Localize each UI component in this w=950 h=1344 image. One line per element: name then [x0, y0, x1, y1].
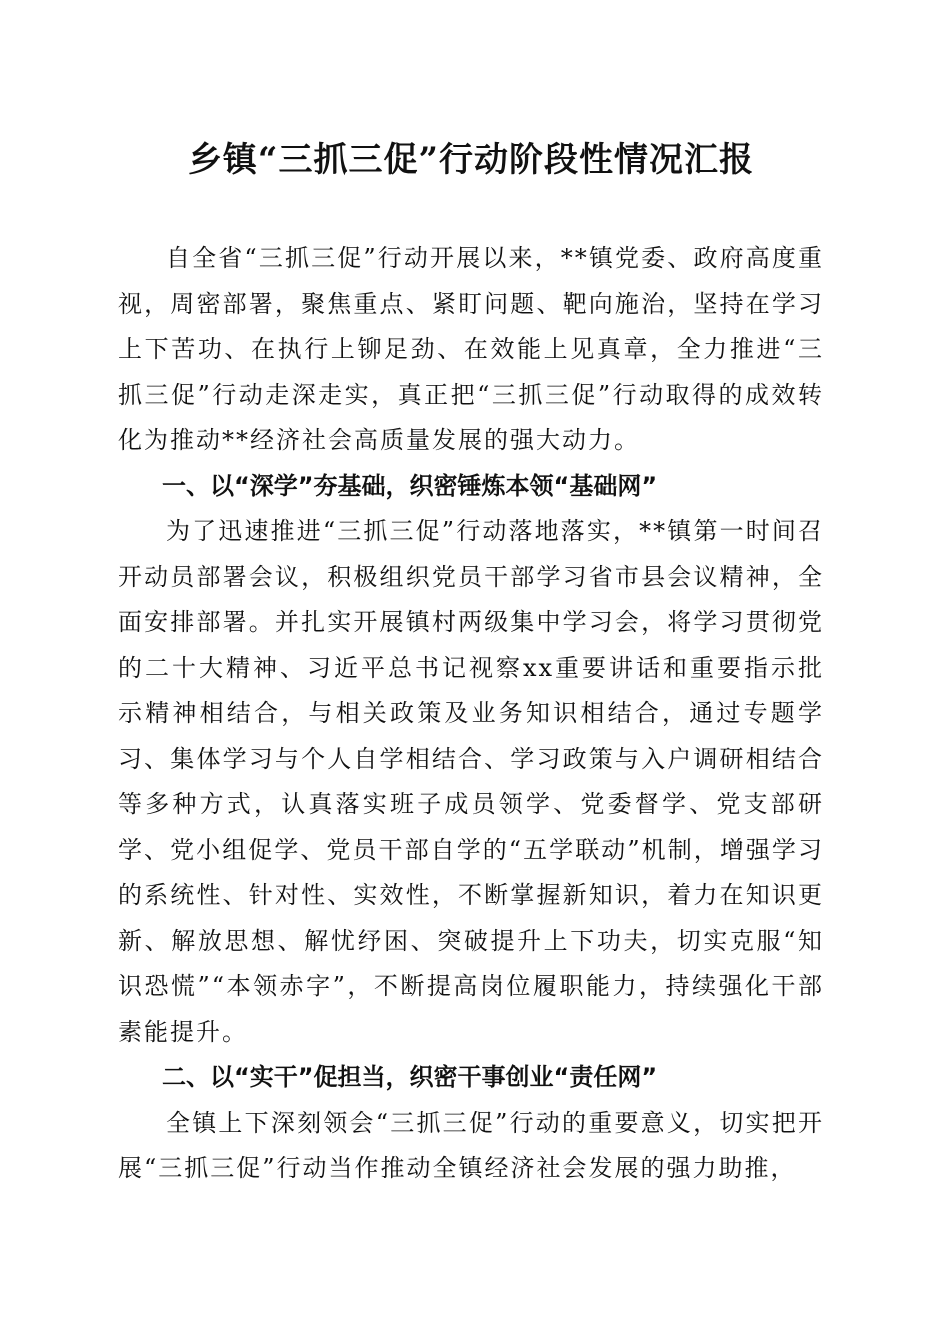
section-2-paragraph: 全镇上下深刻领会“三抓三促”行动的重要意义，切实把开展“三抓三促”行动当作推动全镇经济社会发展的强力助推， [118, 1108, 824, 1182]
section-heading-2: 二、以“实干”促担当，织密干事创业“责任网” [162, 1063, 658, 1091]
intro-paragraph: 自全省“三抓三促”行动开展以来，**镇党委、政府高度重视，周密部署，聚焦重点、紧盯问题、靶向施治，坚持在学习上下苦功、在执行上铆足劲、在效能上见真章，全力推进“三抓三促”行动走深走实，真正把“三抓三促”行动取得的成效转化为推动**经济社会高质量发展的强大动力。 [118, 244, 824, 454]
document-title: 乡镇“三抓三促”行动阶段性情况汇报 [187, 140, 755, 180]
section-heading-1: 一、以“深学”夯基础，织密锤炼本领“基础网” [162, 471, 658, 500]
section-1-paragraph: 为了迅速推进“三抓三促”行动落地落实，**镇第一时间召开动员部署会议，积极组织党员干部学习省市县会议精神，全面安排部署。并扎实开展镇村两级集中学习会，将学习贯彻党的二十大精神、习近平总书记视察xx重要讲话和重要指示批示精神相结合，与相关政策及业务知识相结合，通过专题学习、集体学习与个人自学相结合、学习政策与入户调研相结合等多种方式，认真落实班子成员领学、党委督学、党支部研学、党小组促学、党员干部自学的“五学联动”机制，增强学习的系统性、针对性、实效性，不断掌握新知识，着力在知识更新、解放思想、解忧纾困、突破提升上下功夫，切实克服“知识恐慌”“本领赤字”，不断提高岗位履职能力，持续强化干部素能提升。 [118, 517, 824, 1046]
